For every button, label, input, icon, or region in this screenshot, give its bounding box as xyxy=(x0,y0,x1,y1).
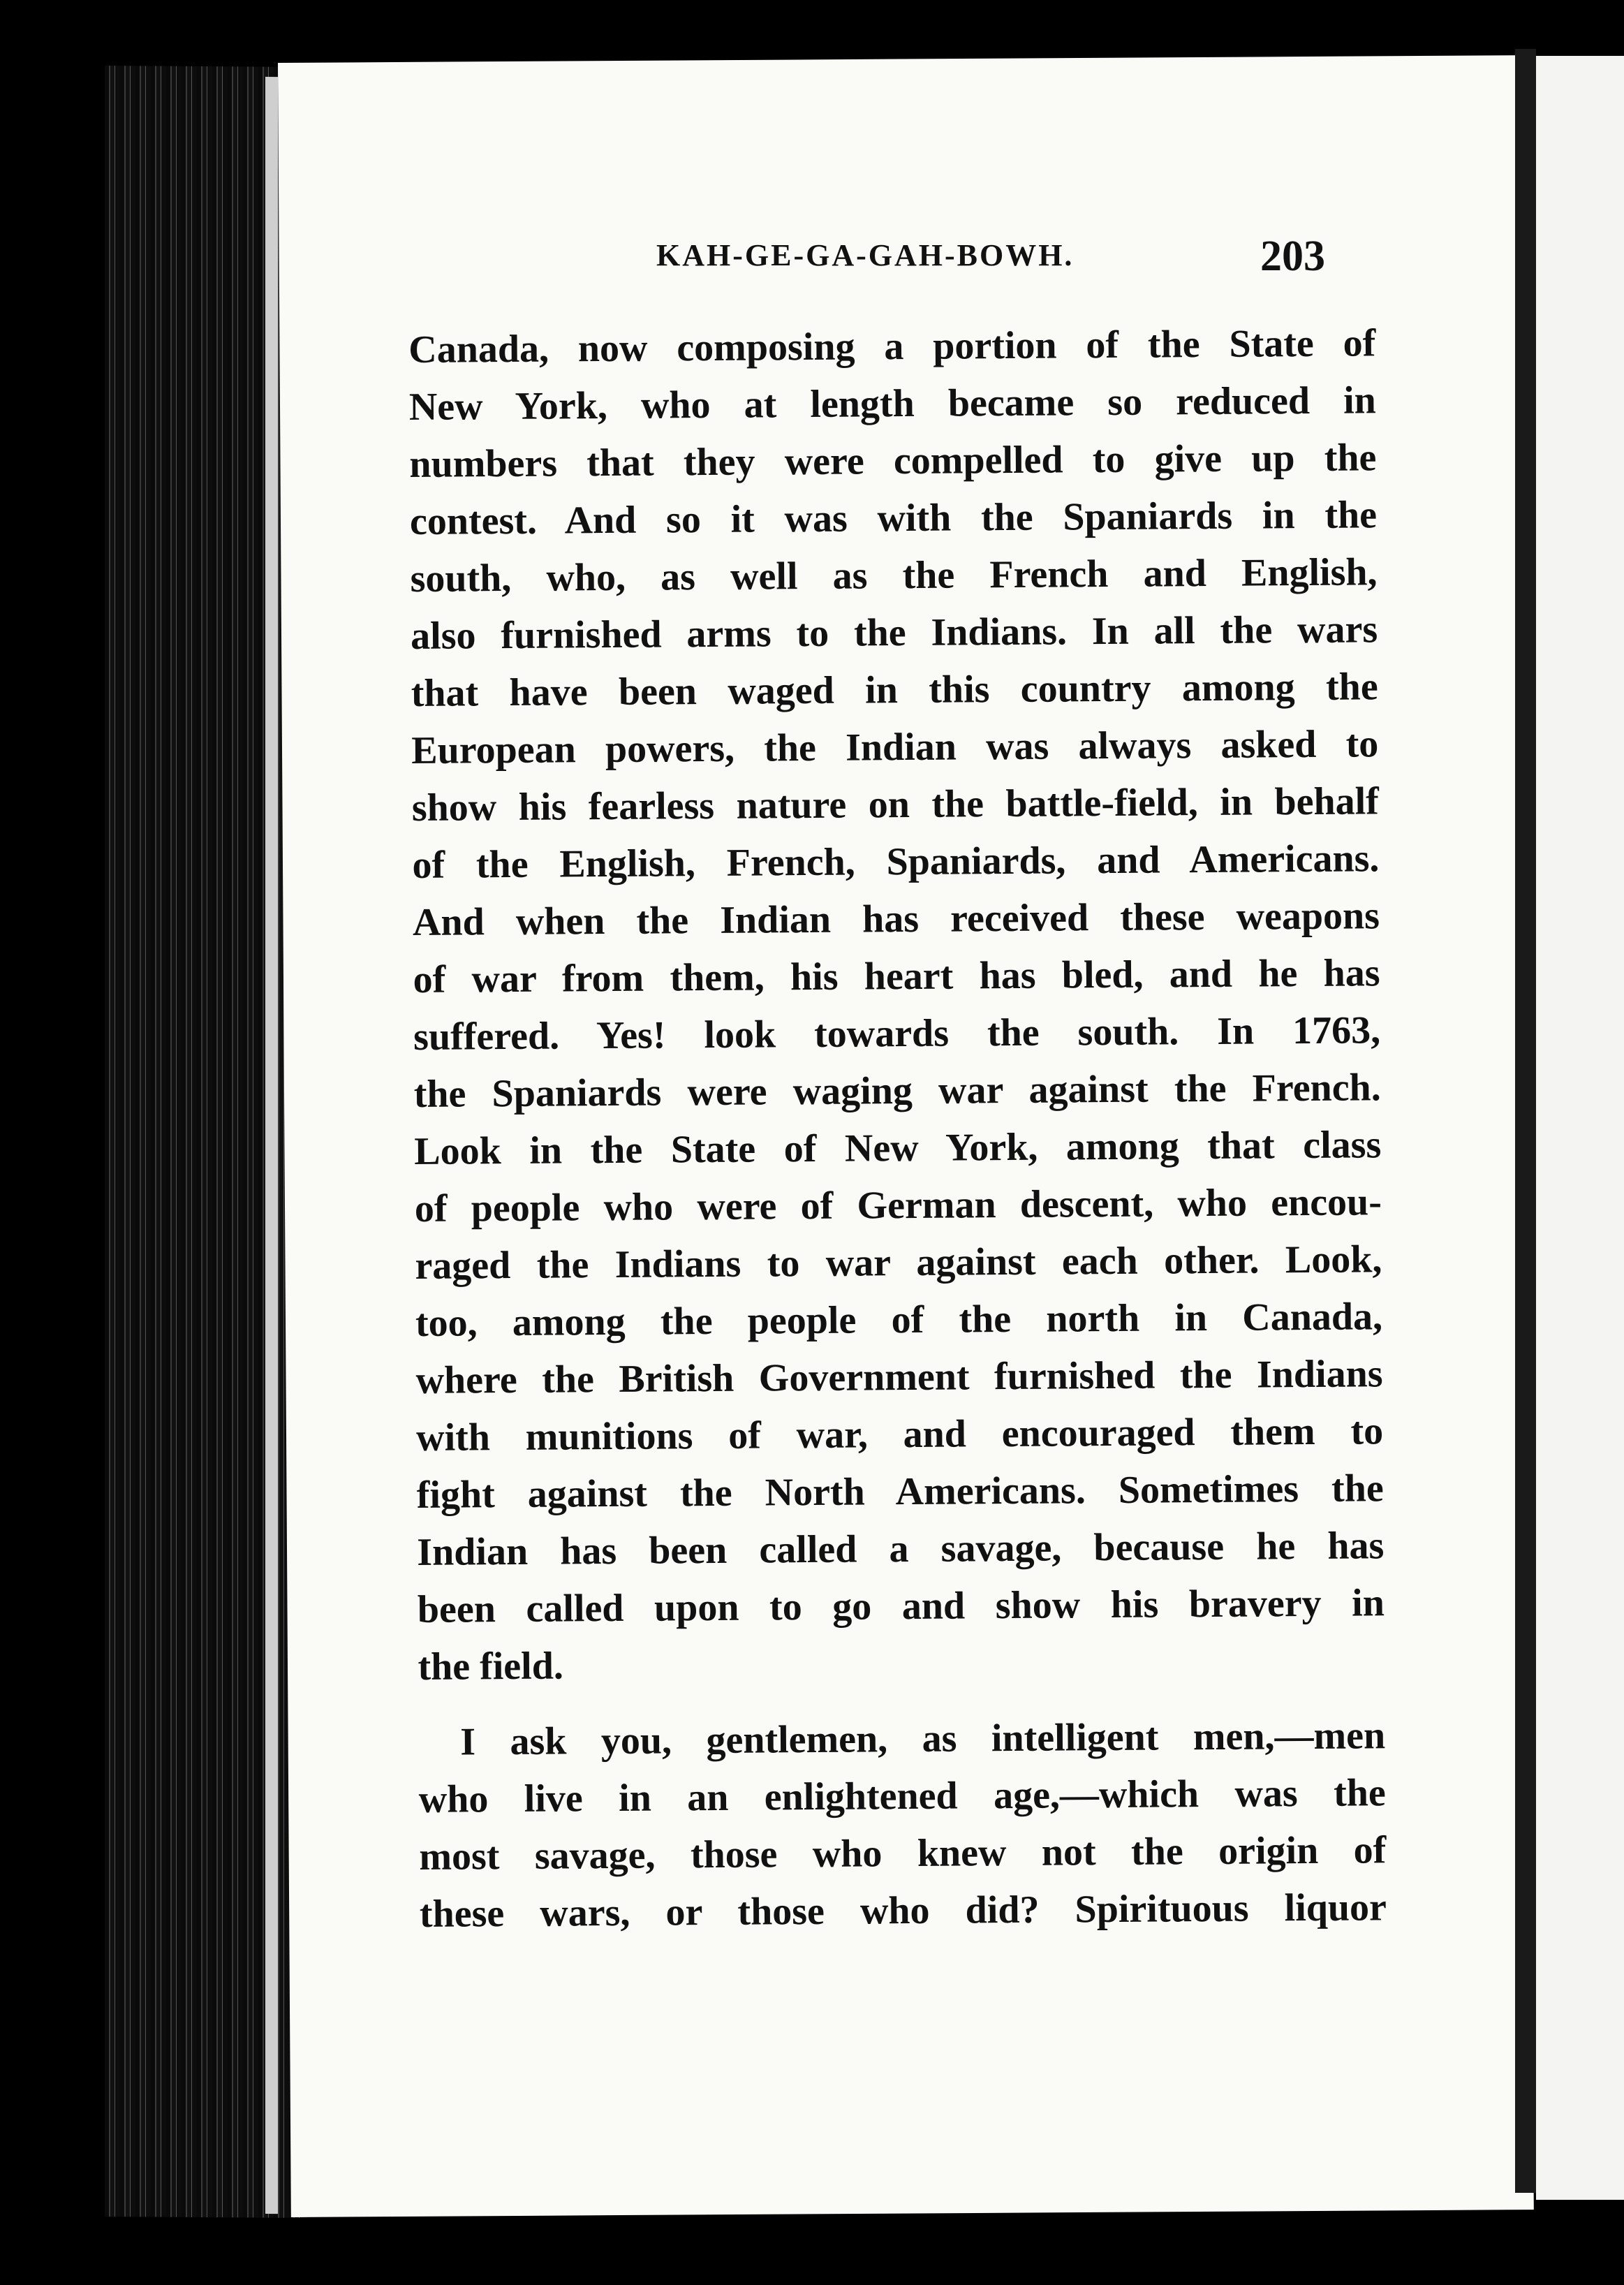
text-line: European powers, the Indian was always asked to xyxy=(411,722,1379,772)
text-line: I ask you, gentlemen, as intelligent men,—men xyxy=(459,1714,1386,1764)
text-line: that have been waged in this country among the xyxy=(411,665,1378,715)
text-line: show his fearless nature on the battle-field, in behalf xyxy=(411,779,1380,830)
text-line: of the English, French, Spaniards, and Americans. xyxy=(412,837,1380,887)
text-line: the Spaniards were waging war against the French. xyxy=(413,1066,1381,1116)
text-line: south, who, as well as the French and English, xyxy=(410,550,1378,601)
text-line: been called upon to go and show his bravery in xyxy=(417,1581,1385,1631)
text-line: too, among the people of the north in Canada, xyxy=(415,1295,1383,1345)
text-line: also furnished arms to the Indians. In all the wars xyxy=(410,608,1378,658)
text-line: of war from them, his heart has bled, and he has xyxy=(413,951,1380,1001)
paragraph xyxy=(408,314,1385,1696)
text-line: Canada, now composing a portion of the State of xyxy=(408,321,1376,372)
text-line: where the British Government furnished the Indians xyxy=(415,1352,1383,1402)
text-line: Look in the State of New York, among that class xyxy=(414,1123,1382,1173)
text-line: fight against the North Americans. Sometimes the xyxy=(416,1467,1384,1517)
facing-page-edge xyxy=(1536,56,1624,2200)
running-head xyxy=(377,210,1325,286)
text-line: numbers that they were compelled to give up the xyxy=(409,436,1377,486)
running-title: KAH-GE-GA-GAH-BOWH. xyxy=(656,238,1075,272)
text-line: raged the Indians to war against each other. Look, xyxy=(415,1237,1382,1288)
text-line: And when the Indian has received these weapons xyxy=(412,894,1380,944)
text-line: the field. xyxy=(418,1644,564,1689)
page-edge-highlight xyxy=(265,77,278,2214)
text-line: who live in an enlightened age,—which was the xyxy=(418,1771,1386,1821)
text-line: most savage, those who knew not the origin of xyxy=(419,1828,1387,1879)
text-line: suffered. Yes! look towards the south. In 1763, xyxy=(413,1008,1381,1059)
text-line: these wars, or those who did? Spirituous liquor xyxy=(419,1886,1387,1936)
body-text xyxy=(408,314,1387,1943)
text-line: Indian has been called a savage, because he has xyxy=(417,1524,1385,1574)
text-line: with munitions of war, and encouraged them to xyxy=(415,1409,1384,1460)
page-number: 203 xyxy=(1260,233,1325,280)
text-line: contest. And so it was with the Spaniards in the xyxy=(409,493,1378,543)
paragraph xyxy=(418,1707,1387,1943)
text-line: New York, who at length became so reduced in xyxy=(408,379,1377,429)
text-line: of people who were of German descent, who encou- xyxy=(414,1180,1382,1230)
book-gutter xyxy=(1515,49,1536,2193)
